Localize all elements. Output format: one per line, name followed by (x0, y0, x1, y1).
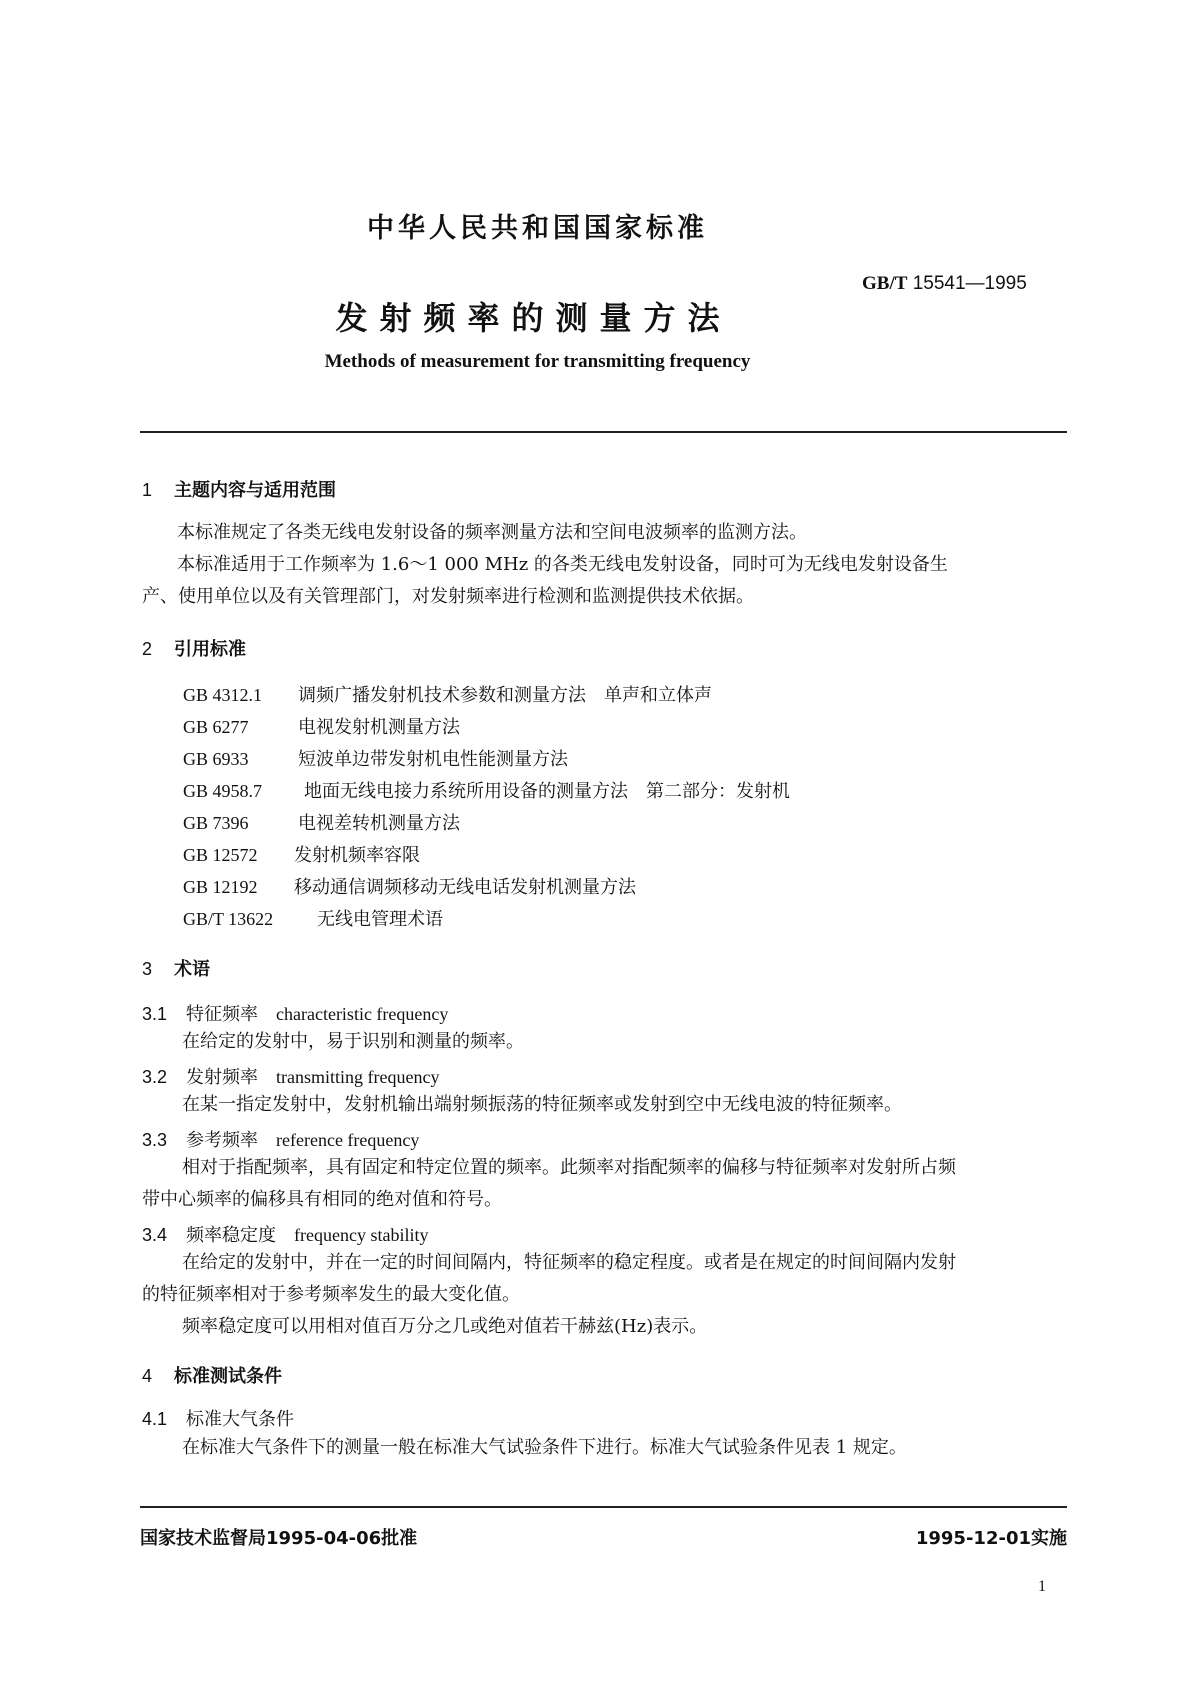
section-number: 3 (142, 959, 153, 979)
section-title: 标准测试条件 (174, 1366, 282, 1387)
term-number: 4.1 (142, 1409, 168, 1429)
national-standard-heading: 中华人民共和国国家标准 (367, 213, 708, 244)
reference-code: GB 4312.1 (183, 685, 263, 705)
reference-title: 电视差转机测量方法 (298, 813, 460, 834)
reference-item (183, 745, 568, 771)
section-title: 主题内容与适用范围 (174, 480, 336, 501)
reference-code: GB 12192 (183, 877, 258, 897)
paragraph: 本标准规定了各类无线电发射设备的频率测量方法和空间电波频率的监测方法。 (177, 522, 807, 543)
term-3-4 (142, 1221, 428, 1247)
term-cn: 特征频率 (186, 1004, 258, 1025)
reference-title: 移动通信调频移动无线电话发射机测量方法 (294, 877, 636, 898)
document-title-cn: 发射频率的测量方法 (335, 299, 732, 337)
standard-number-value: 15541—1995 (912, 273, 1027, 294)
header-divider (140, 431, 1067, 433)
section-4-heading (142, 1362, 282, 1388)
term-definition: 在给定的发射中，易于识别和测量的频率。 (182, 1031, 524, 1052)
term-definition: 在给定的发射中，并在一定的时间间隔内，特征频率的稳定程度。或者是在规定的时间间隔内发射 (182, 1252, 956, 1273)
term-3-2 (142, 1063, 439, 1089)
term-definition: 在某一指定发射中，发射机输出端射频振荡的特征频率或发射到空中无线电波的特征频率。 (182, 1094, 902, 1115)
section-2-heading (142, 635, 246, 661)
term-definition: 在标准大气条件下的测量一般在标准大气试验条件下进行。标准大气试验条件见表 1 规定。 (182, 1437, 907, 1458)
reference-code: GB 6277 (183, 717, 249, 737)
reference-code: GB 7396 (183, 813, 249, 833)
section-title: 术语 (174, 959, 210, 980)
section-number: 2 (142, 639, 153, 659)
reference-title: 无线电管理术语 (317, 909, 443, 930)
term-4-1 (142, 1405, 294, 1431)
term-number: 3.1 (142, 1004, 168, 1024)
paragraph: 本标准适用于工作频率为 1.6～1 000 MHz 的各类无线电发射设备，同时可为无线电发射设备生 (177, 554, 948, 575)
term-number: 3.2 (142, 1067, 168, 1087)
section-number: 4 (142, 1366, 153, 1386)
footer-divider (140, 1506, 1067, 1508)
reference-item (183, 777, 790, 803)
term-en: transmitting frequency (276, 1067, 440, 1087)
term-cn: 频率稳定度 (186, 1225, 276, 1246)
reference-code: GB 12572 (183, 845, 258, 865)
term-number: 3.4 (142, 1225, 168, 1245)
term-definition-continuation: 的特征频率相对于参考频率发生的最大变化值。 (142, 1284, 520, 1305)
reference-item (183, 713, 460, 739)
term-cn: 发射频率 (186, 1067, 258, 1088)
standard-prefix: GB/T (862, 273, 908, 294)
reference-item (183, 809, 460, 835)
section-1-heading (142, 476, 336, 502)
term-definition-continuation: 带中心频率的偏移具有相同的绝对值和符号。 (142, 1189, 502, 1210)
term-definition: 相对于指配频率，具有固定和特定位置的频率。此频率对指配频率的偏移与特征频率对发射所占频 (182, 1157, 956, 1178)
reference-item (183, 841, 420, 867)
term-3-1 (142, 1000, 448, 1026)
reference-item (183, 681, 712, 707)
page-number: 1 (1038, 1578, 1046, 1595)
term-en: reference frequency (276, 1130, 420, 1150)
reference-title: 调频广播发射机技术参数和测量方法 单声和立体声 (298, 685, 712, 706)
implementation-date: 1995-12-01实施 (915, 1528, 1067, 1549)
term-en: frequency stability (294, 1225, 429, 1245)
reference-code: GB/T 13622 (183, 909, 274, 929)
term-cn: 标准大气条件 (186, 1409, 294, 1430)
reference-item (183, 873, 636, 899)
term-note: 频率稳定度可以用相对值百万分之几或绝对值若干赫兹(Hz)表示。 (182, 1316, 708, 1337)
term-en: characteristic frequency (276, 1004, 449, 1024)
paragraph-continuation: 产、使用单位以及有关管理部门，对发射频率进行检测和监测提供技术依据。 (142, 586, 754, 607)
section-3-heading (142, 955, 210, 981)
approval-info: 国家技术监督局1995-04-06批准 (140, 1528, 418, 1549)
section-title: 引用标准 (174, 639, 246, 660)
standard-number (862, 273, 1027, 295)
reference-code: GB 6933 (183, 749, 249, 769)
reference-code: GB 4958.7 (183, 781, 263, 801)
document-title-en: Methods of measurement for transmitting frequency (324, 351, 751, 372)
reference-title: 发射机频率容限 (294, 845, 420, 866)
reference-item (183, 905, 443, 931)
section-number: 1 (142, 480, 153, 500)
term-3-3 (142, 1126, 419, 1152)
reference-title: 短波单边带发射机电性能测量方法 (298, 749, 568, 770)
term-cn: 参考频率 (186, 1130, 258, 1151)
term-number: 3.3 (142, 1130, 168, 1150)
reference-title: 电视发射机测量方法 (298, 717, 460, 738)
reference-title: 地面无线电接力系统所用设备的测量方法 第二部分：发射机 (304, 781, 790, 802)
